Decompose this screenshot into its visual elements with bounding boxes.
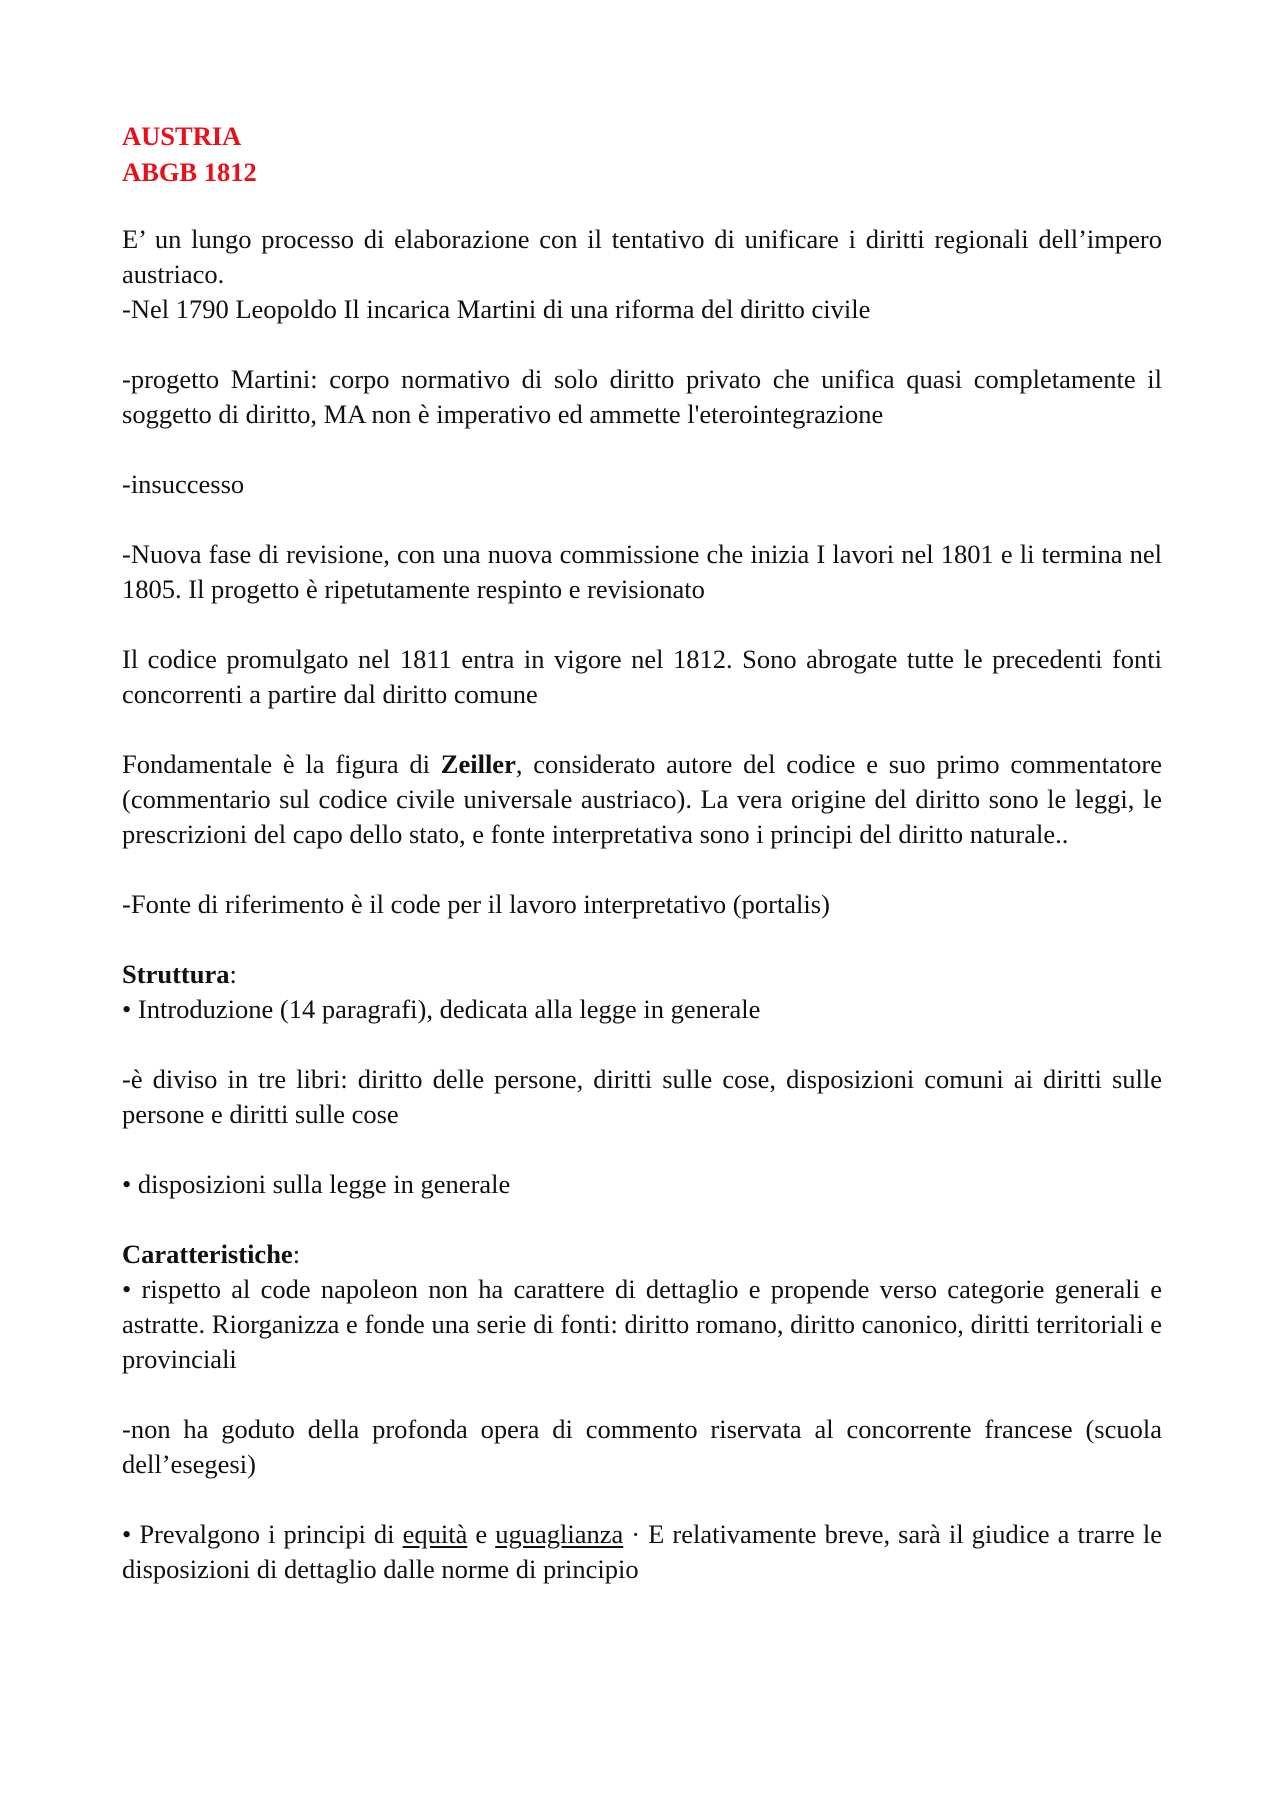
principi-uguaglianza: uguaglianza xyxy=(495,1519,624,1549)
zeiller-name: Zeiller xyxy=(440,749,516,779)
struttura-item-libri: -è diviso in tre libri: diritto delle persone, diritti sulle cose, disposizioni comuni ai diritti sulle persone e diritti sulle cose xyxy=(122,1064,1162,1129)
caratteristiche-item-commento: -non ha goduto della profonda opera di commento riservata al concorrente francese (scuola dell’esegesi) xyxy=(122,1414,1162,1479)
section-heading-struttura xyxy=(122,957,1162,992)
paragraph-codice: Il codice promulgato nel 1811 entra in vigore nel 1812. Sono abrogate tutte le precedenti fonti concorrenti a partire dal diritto comune xyxy=(122,644,1162,709)
section-heading-caratteristiche xyxy=(122,1237,1162,1272)
principi-equita: equità xyxy=(402,1519,468,1549)
title-country: AUSTRIA xyxy=(122,121,242,151)
paragraph-martini: -progetto Martini: corpo normativo di solo diritto privato che unifica quasi completamente il soggetto di diritto, MA non è imperativo ed ammette l'eterointegrazione xyxy=(122,364,1162,429)
caratteristiche-item-code-napoleon: • rispetto al code napoleon non ha carattere di dettaglio e propende verso categorie generali e astratte. Riorganizza e fonde una serie di fonti: diritto romano, diritto canonico, diritti territoriali e provinciali xyxy=(122,1274,1162,1374)
paragraph-zeiller xyxy=(122,747,1162,852)
caratteristiche-item-principi xyxy=(122,1517,1162,1587)
paragraph-intro: E’ un lungo processo di elaborazione con il tentativo di unificare i diritti regionali dell’impero austriaco. xyxy=(122,224,1162,289)
caratteristiche-colon: : xyxy=(292,1239,301,1269)
paragraph-insuccesso: -insuccesso xyxy=(122,469,245,499)
document-page xyxy=(122,118,1162,1587)
struttura-heading-text: Struttura xyxy=(122,959,230,989)
paragraph-leopoldo: -Nel 1790 Leopoldo Il incarica Martini di una riforma del diritto civile xyxy=(122,294,871,324)
caratteristiche-heading-text: Caratteristiche xyxy=(122,1239,293,1269)
struttura-item-disposizioni: • disposizioni sulla legge in generale xyxy=(122,1169,511,1199)
principi-text-a: • Prevalgono i principi di xyxy=(122,1519,403,1549)
principi-text-b: e xyxy=(467,1519,496,1549)
principi-text-c: · E relativamente breve, sarà il giudice a trarre le disposizioni di dettaglio dalle norme di principio xyxy=(122,1519,1162,1584)
struttura-colon: : xyxy=(229,959,237,989)
zeiller-text-after: , considerato autore del codice e suo primo commentatore (commentario sul codice civile universale austriaco). La vera origine del diritto sono le leggi, le prescrizioni del capo dello stato, e fonte interpretativa sono i principi del diritto naturale.. xyxy=(122,749,1162,849)
zeiller-text-before: Fondamentale è la figura di xyxy=(122,749,441,779)
paragraph-fonte: -Fonte di riferimento è il code per il lavoro interpretativo (portalis) xyxy=(122,889,830,919)
title-code: ABGB 1812 xyxy=(122,157,257,187)
struttura-item-introduzione: • Introduzione (14 paragrafi), dedicata alla legge in generale xyxy=(122,994,761,1024)
paragraph-revisione: -Nuova fase di revisione, con una nuova commissione che inizia I lavori nel 1801 e li termina nel 1805. Il progetto è ripetutamente respinto e revisionato xyxy=(122,539,1162,604)
